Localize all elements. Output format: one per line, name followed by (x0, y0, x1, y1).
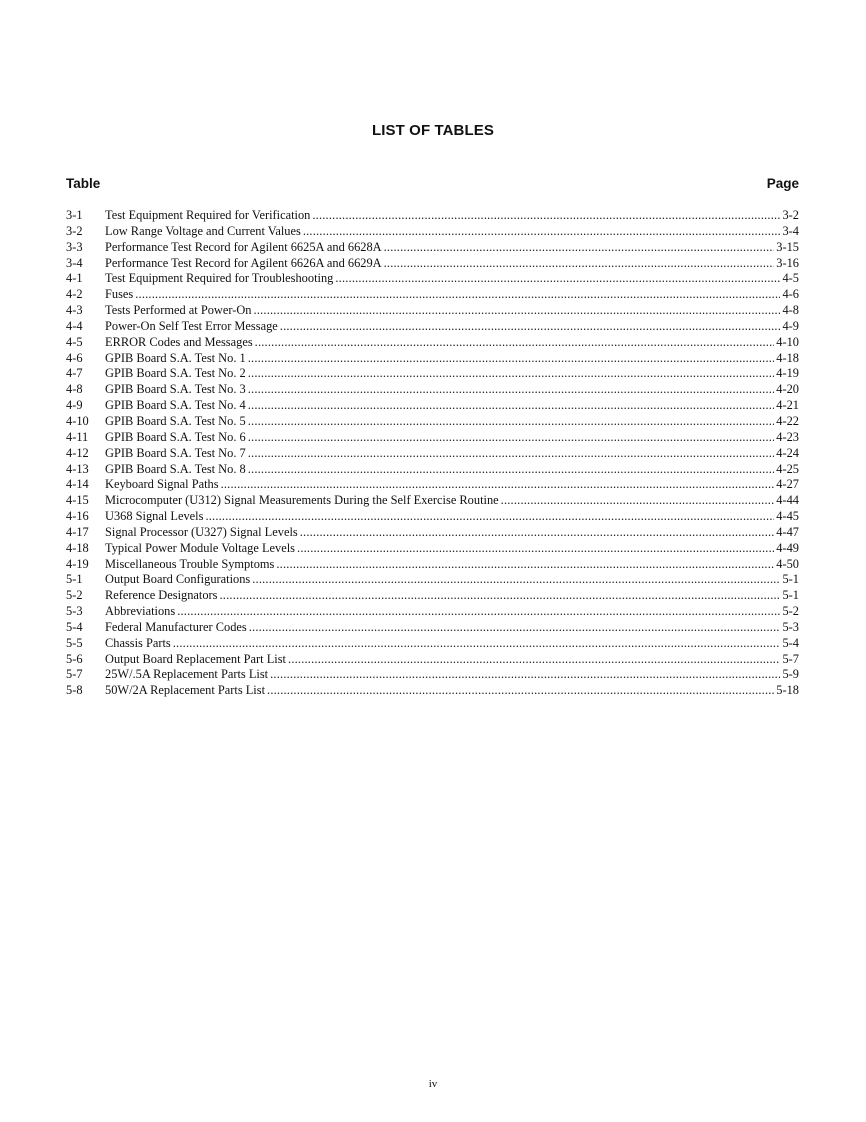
page-number: 5-9 (782, 667, 799, 682)
table-title: Abbreviations (105, 604, 176, 619)
dot-leader (255, 335, 775, 351)
table-title: Tests Performed at Power-On (105, 303, 252, 318)
table-column-heading: Table (66, 176, 101, 191)
table-title: Typical Power Module Voltage Levels (105, 540, 296, 555)
page-number: 4-18 (776, 350, 799, 365)
table-number: 3-1 (66, 208, 83, 222)
dot-leader (254, 303, 781, 319)
table-title: Microcomputer (U312) Signal Measurements During the Self Exercise Routine (105, 493, 499, 508)
toc-entry[interactable] (66, 224, 799, 240)
page-number: 4-20 (776, 382, 799, 397)
toc-entry[interactable] (66, 572, 799, 588)
toc-entry[interactable] (66, 636, 799, 652)
table-title: GPIB Board S.A. Test No. 4 (105, 398, 246, 413)
dot-leader (248, 430, 775, 446)
toc-entry[interactable] (66, 303, 799, 319)
table-title: 25W/.5A Replacement Parts List (105, 667, 269, 682)
toc-entry[interactable] (66, 604, 799, 620)
dot-leader (384, 256, 775, 272)
table-number: 4-7 (66, 366, 83, 381)
dot-leader (384, 240, 775, 256)
table-number: 4-4 (66, 318, 83, 333)
dot-leader (303, 224, 781, 240)
table-title: GPIB Board S.A. Test No. 3 (105, 382, 246, 397)
page-number: 4-23 (776, 429, 799, 444)
dot-leader (221, 477, 775, 493)
dot-leader (135, 287, 780, 303)
table-number: 4-3 (66, 303, 83, 318)
table-number: 4-13 (66, 461, 89, 476)
table-number: 5-3 (66, 604, 83, 619)
page-number: 4-9 (782, 318, 799, 333)
table-number: 5-8 (66, 683, 83, 698)
table-number: 4-11 (66, 429, 89, 444)
table-number: 4-16 (66, 509, 89, 524)
table-number: 4-6 (66, 350, 83, 365)
page-number: 4-21 (776, 398, 799, 413)
dot-leader (312, 208, 780, 224)
toc-entry[interactable] (66, 319, 799, 335)
dot-leader (300, 525, 775, 541)
table-title: Reference Designators (105, 588, 218, 603)
table-title: Fuses (105, 287, 134, 302)
toc-entry[interactable] (66, 667, 799, 683)
page-number: 4-45 (776, 509, 799, 524)
page-number: 3-2 (782, 208, 799, 222)
page-number: 5-4 (782, 635, 799, 650)
dot-leader (173, 636, 781, 652)
toc-entry[interactable] (66, 366, 799, 382)
table-title: Power-On Self Test Error Message (105, 318, 278, 333)
table-number: 4-1 (66, 271, 83, 286)
table-number: 3-4 (66, 255, 83, 270)
dot-leader (252, 572, 780, 588)
toc-entry[interactable] (66, 414, 799, 430)
toc-entry[interactable] (66, 652, 799, 668)
dot-leader (220, 588, 781, 604)
table-title: U368 Signal Levels (105, 509, 204, 524)
toc-entry[interactable] (66, 382, 799, 398)
toc-entry[interactable] (66, 462, 799, 478)
table-number: 4-2 (66, 287, 83, 302)
toc-entry[interactable] (66, 557, 799, 573)
page-number: 3-15 (776, 239, 799, 254)
table-title: Performance Test Record for Agilent 6626A and 6629A (105, 255, 382, 270)
table-number: 3-2 (66, 223, 83, 238)
dot-leader (280, 319, 781, 335)
table-number: 5-7 (66, 667, 83, 682)
toc-entry[interactable] (66, 446, 799, 462)
page-number: 4-10 (776, 334, 799, 349)
table-number: 4-19 (66, 556, 89, 571)
table-title: Low Range Voltage and Current Values (105, 223, 301, 238)
dot-leader (276, 557, 774, 573)
toc-entry[interactable] (66, 256, 799, 272)
dot-leader (248, 414, 775, 430)
dot-leader (270, 667, 780, 683)
table-title: GPIB Board S.A. Test No. 2 (105, 366, 246, 381)
dot-leader (248, 398, 775, 414)
toc-entry[interactable] (66, 509, 799, 525)
table-number: 5-2 (66, 588, 83, 603)
dot-leader (248, 446, 775, 462)
toc-entry[interactable] (66, 430, 799, 446)
dot-leader (267, 683, 774, 699)
toc-entry[interactable] (66, 588, 799, 604)
table-number: 4-17 (66, 524, 89, 539)
table-number: 4-5 (66, 334, 83, 349)
page-footer-number: iv (428, 1078, 438, 1090)
page-number: 3-4 (782, 223, 799, 238)
dot-leader (248, 462, 775, 478)
page-number: 5-1 (782, 588, 799, 603)
page-number: 3-16 (776, 255, 799, 270)
page-number: 4-47 (776, 524, 799, 539)
toc-entry[interactable] (66, 493, 799, 509)
page-number: 4-24 (776, 445, 799, 460)
table-title: ERROR Codes and Messages (105, 334, 253, 349)
dot-leader (177, 604, 780, 620)
table-number: 4-9 (66, 398, 83, 413)
table-number: 4-15 (66, 493, 89, 508)
page-number: 4-5 (782, 271, 799, 286)
page-number: 4-6 (782, 287, 799, 302)
toc-entry[interactable] (66, 683, 799, 699)
table-title: Output Board Replacement Part List (105, 651, 287, 666)
table-title: Miscellaneous Trouble Symptoms (105, 556, 275, 571)
page-number: 5-18 (776, 683, 799, 698)
toc-entry[interactable] (66, 525, 799, 541)
page-column-heading: Page (766, 176, 799, 191)
page-number: 4-27 (776, 477, 799, 492)
table-number: 4-12 (66, 445, 89, 460)
table-number: 3-3 (66, 239, 83, 254)
table-title: Output Board Configurations (105, 572, 251, 587)
dot-leader (249, 620, 781, 636)
dot-leader (205, 509, 774, 525)
dot-leader (248, 382, 775, 398)
page-number: 5-3 (782, 619, 799, 634)
page-title: LIST OF TABLES (372, 122, 494, 139)
table-title: Signal Processor (U327) Signal Levels (105, 524, 298, 539)
table-number: 5-6 (66, 651, 83, 666)
page-number: 4-19 (776, 366, 799, 381)
table-title: Test Equipment Required for Verification (105, 208, 311, 222)
toc-entry[interactable] (66, 351, 799, 367)
table-number: 5-5 (66, 635, 83, 650)
page-number: 5-1 (782, 572, 799, 587)
page-number: 5-7 (782, 651, 799, 666)
table-title: GPIB Board S.A. Test No. 8 (105, 461, 246, 476)
dot-leader (248, 366, 775, 382)
toc-entry[interactable] (66, 208, 799, 224)
table-number: 4-8 (66, 382, 83, 397)
list-of-tables (66, 208, 799, 699)
dot-leader (288, 652, 780, 668)
table-title: Chassis Parts (105, 635, 171, 650)
toc-entry[interactable] (66, 335, 799, 351)
page-number: 4-22 (776, 413, 799, 428)
table-number: 4-18 (66, 540, 89, 555)
toc-entry[interactable] (66, 287, 799, 303)
table-number: 4-10 (66, 413, 89, 428)
table-title: GPIB Board S.A. Test No. 1 (105, 350, 246, 365)
dot-leader (297, 541, 774, 557)
table-number: 4-14 (66, 477, 89, 492)
toc-entry[interactable] (66, 620, 799, 636)
dot-leader (248, 351, 775, 367)
page-number: 4-44 (776, 493, 799, 508)
toc-entry[interactable] (66, 541, 799, 557)
table-title: Federal Manufacturer Codes (105, 619, 247, 634)
toc-entry[interactable] (66, 398, 799, 414)
page-number: 4-8 (782, 303, 799, 318)
table-number: 5-4 (66, 619, 83, 634)
dot-leader (501, 493, 775, 509)
page-number: 4-49 (776, 540, 799, 555)
toc-entry[interactable] (66, 271, 799, 287)
table-number: 5-1 (66, 572, 83, 587)
page-number: 4-50 (776, 556, 799, 571)
toc-entry[interactable] (66, 240, 799, 256)
table-title: GPIB Board S.A. Test No. 5 (105, 413, 246, 428)
table-title: Keyboard Signal Paths (105, 477, 219, 492)
table-title: 50W/2A Replacement Parts List (105, 683, 266, 698)
dot-leader (335, 271, 780, 287)
page-number: 5-2 (782, 604, 799, 619)
table-title: GPIB Board S.A. Test No. 6 (105, 429, 246, 444)
table-title: GPIB Board S.A. Test No. 7 (105, 445, 246, 460)
table-title: Performance Test Record for Agilent 6625A and 6628A (105, 239, 382, 254)
table-title: Test Equipment Required for Troubleshooting (105, 271, 334, 286)
toc-entry[interactable] (66, 477, 799, 493)
page-number: 4-25 (776, 461, 799, 476)
